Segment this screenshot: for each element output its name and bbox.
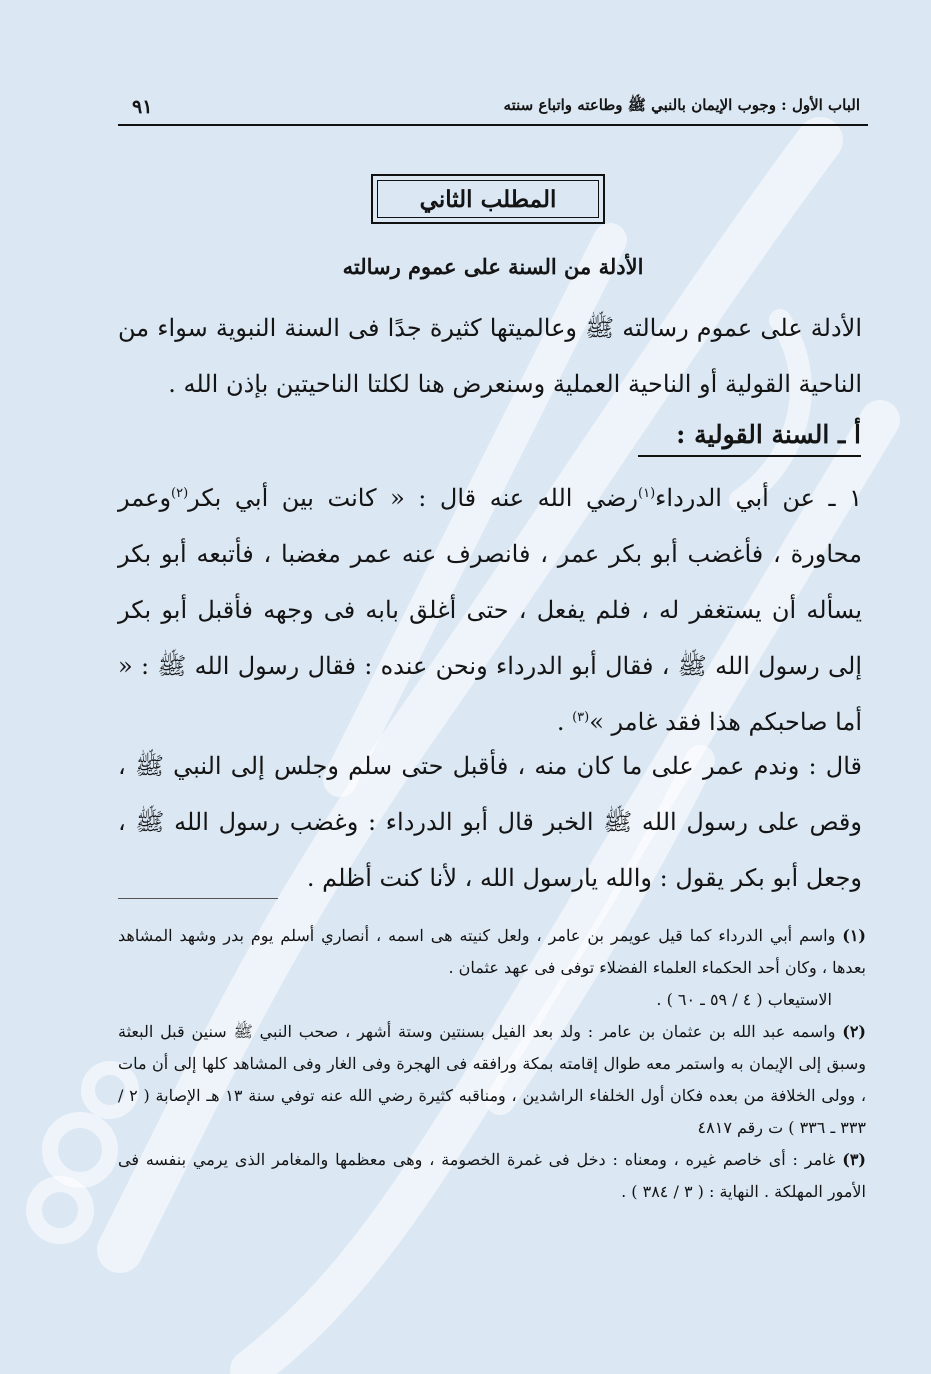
footnote-2 xyxy=(118,1016,866,1144)
section-title-box xyxy=(371,174,605,224)
footnote-3-number: (٣) xyxy=(842,1150,866,1169)
hadith-text-start: ١ ـ عن أبي الدرداء xyxy=(655,484,863,512)
footnote-3-text: غامر : أى خاصم غيره ، ومعناه : دخل فى غمرة الخصومة ، وهى معظمها والمغامر الذى يرمي بنفسه فى الأمور المهلكة . النهاية : ( ٣ / ٣٨٤ ) . xyxy=(118,1150,866,1201)
footnote-1-text: واسم أبي الدرداء كما قيل عويمر بن عامر ، ولعل كنيته هى اسمه ، أنصاري أسلم يوم بدر وشهد المشاهد بعدها ، وكان أحد الحكماء العلماء الفضلاء توفى فى عهد عثمان . xyxy=(118,926,866,977)
intro-paragraph: الأدلة على عموم رسالته ﷺ وعالميتها كثيرة جدًا فى السنة النبوية سواء من الناحية القولية أو الناحية العملية وسنعرض هنا لكلتا الناحيتين بإذن الله . xyxy=(118,314,862,398)
section-subtitle: الأدلة من السنة على عموم رسالته xyxy=(342,254,644,279)
footnote-2-number: (٢) xyxy=(842,1022,866,1041)
footnote-1-source: الاستيعاب ( ٤ / ٥٩ ـ ٦٠ ) . xyxy=(656,990,832,1009)
footnote-1-number: (١) xyxy=(842,926,866,945)
footnote-separator xyxy=(118,898,278,899)
footnote-3 xyxy=(118,1144,866,1208)
running-title: الباب الأول : وجوب الإيمان بالنبي ﷺ وطاعته واتباع سنته xyxy=(503,96,860,114)
hadith-paragraph xyxy=(118,470,862,750)
hadith-text-end: . xyxy=(556,708,573,736)
footnote-ref-3[interactable]: (٣) xyxy=(572,710,590,725)
footnotes xyxy=(118,920,866,1208)
subheading-verbal-sunnah: أ ـ السنة القولية : xyxy=(638,420,861,457)
footnote-1 xyxy=(118,920,866,984)
section-title: المطلب الثاني xyxy=(419,185,557,213)
hadith-continuation-paragraph: قال : وندم عمر على ما كان منه ، فأقبل حتى سلم وجلس إلى النبي ﷺ ، وقص على رسول الله ﷺ الخبر قال أبو الدرداء : وغضب رسول الله ﷺ ، وجعل أبو بكر يقول : والله يارسول الله ، لأنا كنت أظلم . xyxy=(118,752,862,892)
footnote-ref-1[interactable]: (١) xyxy=(638,486,656,501)
page-number: ٩١ xyxy=(132,96,153,118)
hadith-text-mid: رضي الله عنه قال : « كانت بين أبي بكر xyxy=(188,484,638,512)
running-header xyxy=(118,90,868,126)
footnote-ref-2[interactable]: (٢) xyxy=(171,486,189,501)
footnote-2-text: واسمه عبد الله بن عثمان بن عامر : ولد بعد الفيل بسنتين وستة أشهر ، صحب النبي ﷺ سنين قبل البعثة وسبق إلى الإيمان به واستمر معه طوال إقامته بمكة ورافقه فى الهجرة وفى الغار وفى المشاهد كلها إلى أن مات ، وولى الخلافة من بعده فكان أول الخلفاء الراشدين ، ومناقبه كثيرة رضي الله عنه توفي سنة ١٣ هـ الإصابة ( ٢ / ٣٣٣ ـ ٣٣٦ ) ت رقم ٤٨١٧ xyxy=(118,1022,866,1137)
hadith-text-body: وعمر محاورة ، فأغضب أبو بكر عمر ، فانصرف عنه عمر مغضبا ، فأتبعه أبو بكر يسأله أن يستغفر له ، فلم يفعل ، حتى أغلق بابه فى وجهه فأقبل أبو بكر إلى رسول الله ﷺ ، فقال أبو الدرداء ونحن عنده : فقال رسول الله ﷺ : « أما صاحبكم هذا فقد غامر » xyxy=(118,484,862,736)
